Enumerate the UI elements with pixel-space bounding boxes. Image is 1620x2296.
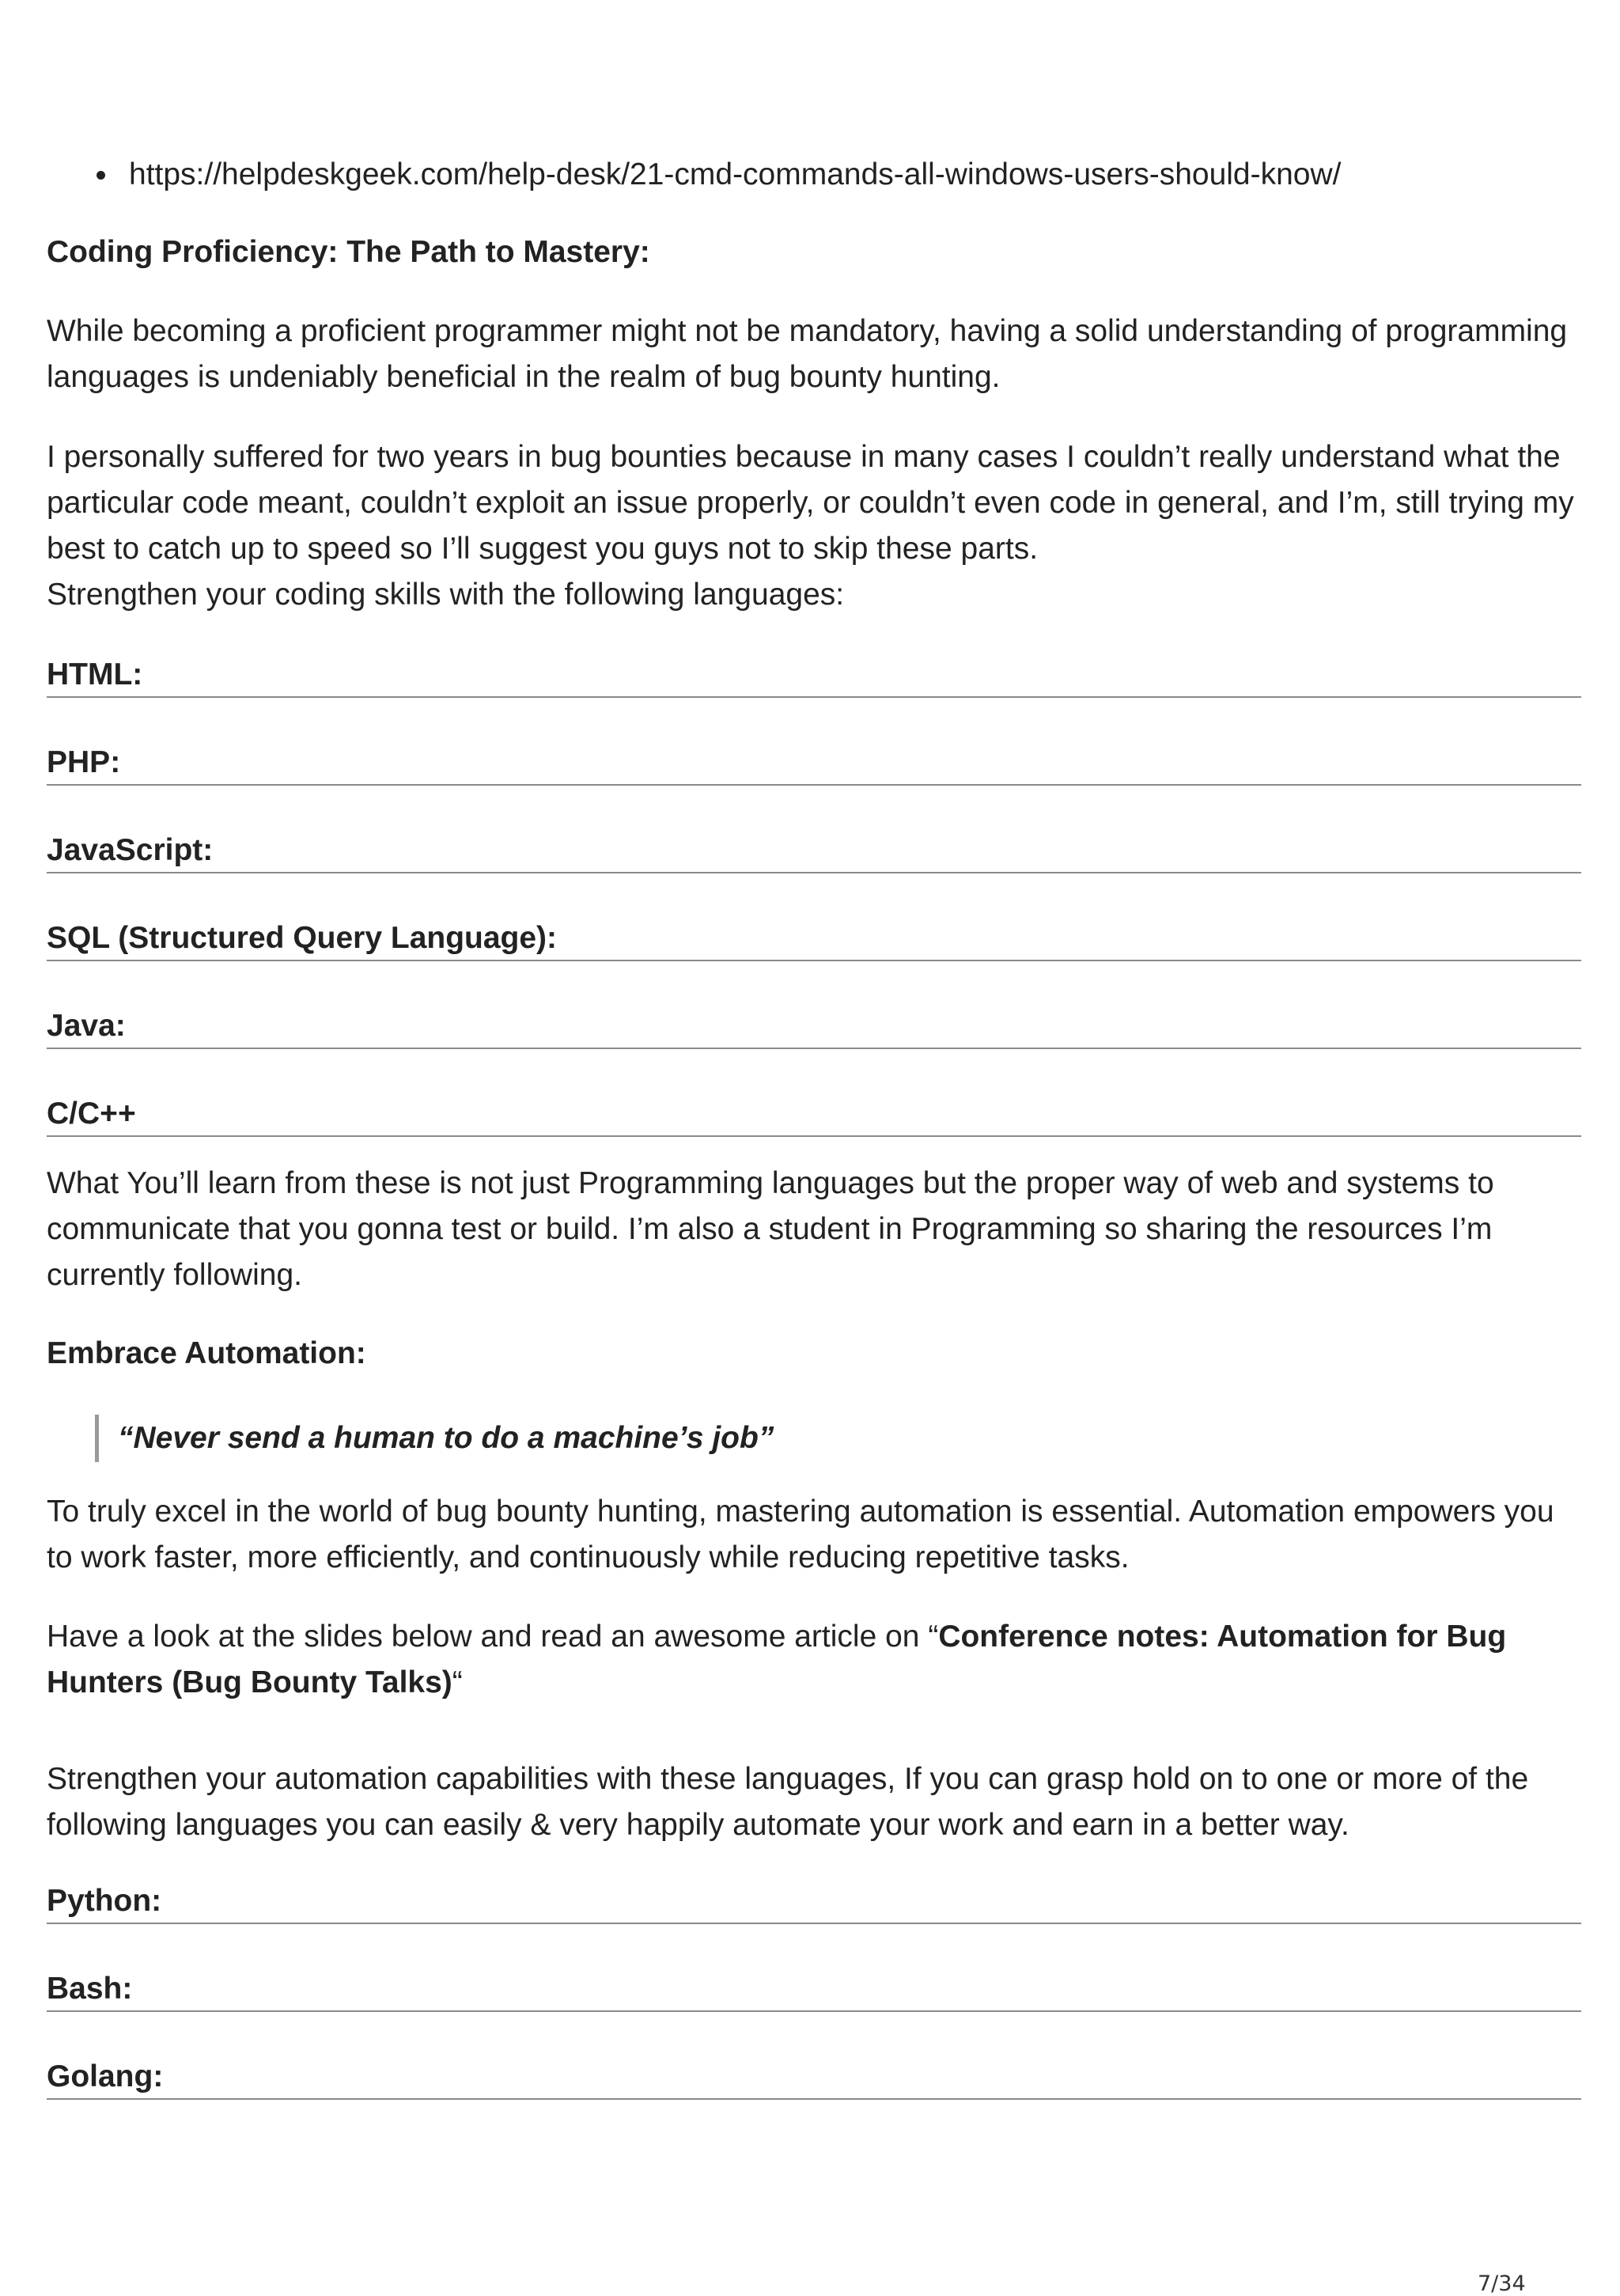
language-java: Java: (47, 1006, 1581, 1049)
language-golang: Golang: (47, 2057, 1581, 2100)
automation-quote: “Never send a human to do a machine’s job” (95, 1415, 774, 1462)
bullet-dot (97, 171, 105, 180)
page-number: 7/34 (1478, 2271, 1526, 2296)
language-c-cpp: C/C++ (47, 1094, 1581, 1137)
slides-text-suffix: “ (452, 1665, 463, 1699)
helpdeskgeek-link[interactable]: https://helpdeskgeek.com/help-desk/21-cmd-commands-all-windows-users-should-know/ (129, 157, 1342, 191)
language-php: PHP: (47, 743, 1581, 786)
coding-personal-text: I personally suffered for two years in bug bounties because in many cases I couldn’t really understand what the particular code meant, couldn’t exploit an issue properly, or couldn’t even code in general, and I’m, still trying my best to catch up to speed so I’ll suggest you guys not to skip these parts. (47, 440, 1574, 566)
automation-heading: Embrace Automation: (47, 1336, 366, 1370)
conference-notes-link[interactable]: Conference notes: Automation for Bug Hunters (Bug Bounty Talks) (47, 1620, 1507, 1699)
coding-summary-paragraph: What You’ll learn from these is not just Programming languages but the proper way of web and systems to communicate that you gonna test or build. I’m also a student in Programming so sharing the resources I’m currently following. (47, 1166, 1494, 1292)
coding-intro-paragraph: While becoming a proficient programmer might not be mandatory, having a solid understanding of programming languages is undeniably beneficial in the realm of bug bounty hunting. (47, 314, 1568, 394)
automation-languages-paragraph: Strengthen your automation capabilities with these languages, If you can grasp hold on to one or more of the following languages you can easily & very happily automate your work and earn in a better way. (47, 1762, 1529, 1842)
automation-intro-paragraph: To truly excel in the world of bug bounty hunting, mastering automation is essential. Automation empowers you to work faster, more efficiently, and continuously while reducing repetitive tasks. (47, 1495, 1554, 1574)
language-html: HTML: (47, 655, 1581, 698)
slides-text-prefix: Have a look at the slides below and read an awesome article on “ (47, 1620, 939, 1654)
coding-languages-intro: Strengthen your coding skills with the following languages: (47, 578, 845, 612)
language-javascript: JavaScript: (47, 831, 1581, 873)
coding-heading: Coding Proficiency: The Path to Mastery: (47, 235, 650, 269)
automation-slides-paragraph (47, 1614, 1581, 1706)
language-python: Python: (47, 1881, 1581, 1924)
language-sql: SQL (Structured Query Language): (47, 919, 1581, 961)
language-bash: Bash: (47, 1969, 1581, 2012)
coding-personal-paragraph (47, 434, 1581, 618)
link-list (97, 155, 1584, 195)
